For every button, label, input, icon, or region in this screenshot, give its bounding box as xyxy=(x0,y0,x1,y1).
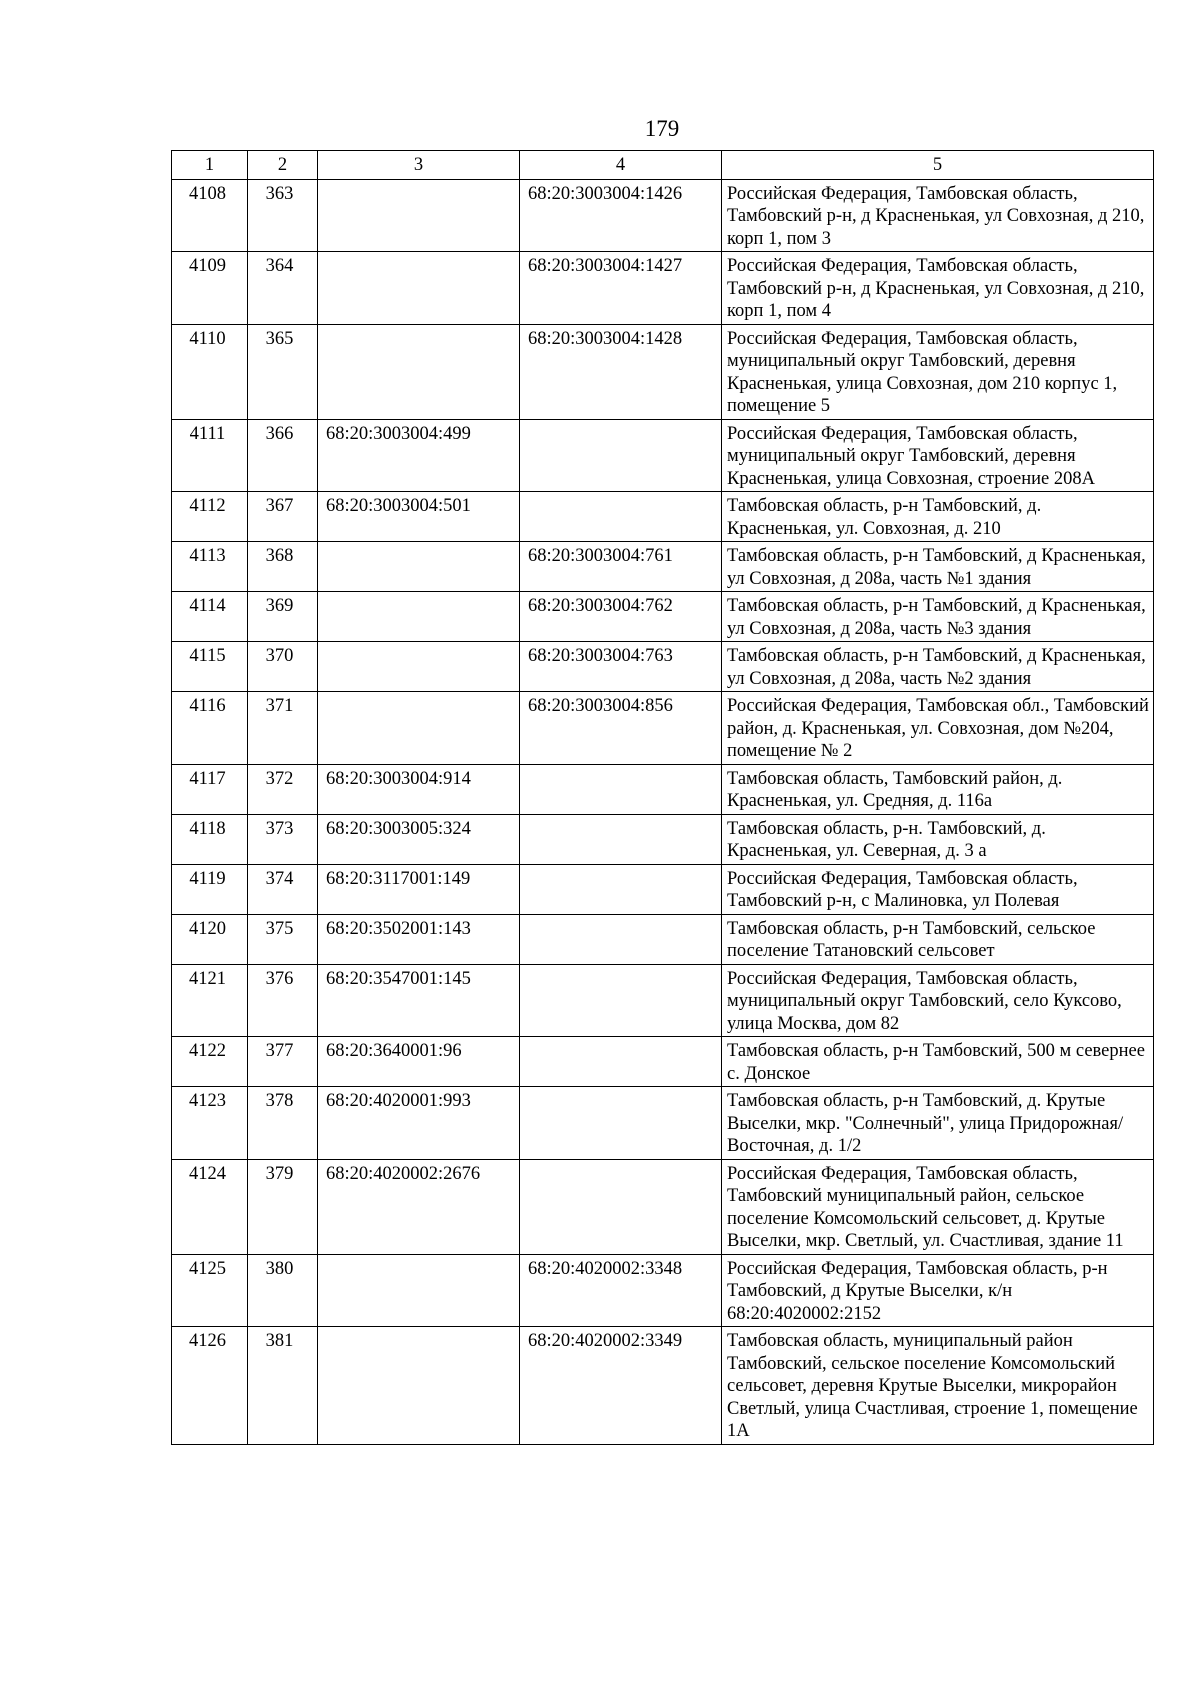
object-cadastral-number-cell: 68:20:3003004:1427 xyxy=(520,252,722,325)
header-row xyxy=(172,151,1154,180)
item-number-cell: 369 xyxy=(248,592,318,642)
table-row xyxy=(172,252,1154,325)
address-cell: Российская Федерация, Тамбовская область, Тамбовский муниципальный район, сельское поселение Комсомольский сельсовет, д. Крутые Выселки, мкр. Светлый, ул. Счастливая, здание 11 xyxy=(722,1159,1154,1254)
item-number-cell: 364 xyxy=(248,252,318,325)
address-cell: Тамбовская область, р-н Тамбовский, сельское поселение Татановский сельсовет xyxy=(722,914,1154,964)
item-number-cell: 368 xyxy=(248,542,318,592)
address-cell: Российская Федерация, Тамбовская область, муниципальный округ Тамбовский, село Куксово, улица Москва, дом 82 xyxy=(722,964,1154,1037)
item-number-cell: 380 xyxy=(248,1254,318,1327)
row-number-cell: 4118 xyxy=(172,814,248,864)
object-cadastral-number-cell xyxy=(520,492,722,542)
row-number-cell: 4123 xyxy=(172,1087,248,1160)
item-number-cell: 375 xyxy=(248,914,318,964)
land-cadastral-number-cell xyxy=(318,542,520,592)
table-row xyxy=(172,692,1154,765)
table-row xyxy=(172,914,1154,964)
object-cadastral-number-cell xyxy=(520,914,722,964)
object-cadastral-number-cell xyxy=(520,1037,722,1087)
row-number-cell: 4111 xyxy=(172,419,248,492)
row-number-cell: 4122 xyxy=(172,1037,248,1087)
table-row xyxy=(172,492,1154,542)
address-cell: Российская Федерация, Тамбовская область, муниципальный округ Тамбовский, деревня Красненькая, улица Совхозная, дом 210 корпус 1, помещение 5 xyxy=(722,324,1154,419)
land-cadastral-number-cell: 68:20:3502001:143 xyxy=(318,914,520,964)
row-number-cell: 4119 xyxy=(172,864,248,914)
column-header-4: 4 xyxy=(520,151,722,180)
table-row xyxy=(172,1037,1154,1087)
address-cell: Тамбовская область, р-н Тамбовский, д. Красненькая, ул. Совхозная, д. 210 xyxy=(722,492,1154,542)
table-row xyxy=(172,324,1154,419)
row-number-cell: 4121 xyxy=(172,964,248,1037)
table-row xyxy=(172,1087,1154,1160)
address-cell: Тамбовская область, р-н Тамбовский, д. Крутые Выселки, мкр. "Солнечный", улица Придорожная/Восточная, д. 1/2 xyxy=(722,1087,1154,1160)
address-cell: Российская Федерация, Тамбовская область, р-н Тамбовский, д Крутые Выселки, к/н 68:20:4020002:2152 xyxy=(722,1254,1154,1327)
row-number-cell: 4126 xyxy=(172,1327,248,1445)
item-number-cell: 381 xyxy=(248,1327,318,1445)
item-number-cell: 367 xyxy=(248,492,318,542)
row-number-cell: 4117 xyxy=(172,764,248,814)
object-cadastral-number-cell xyxy=(520,964,722,1037)
land-cadastral-number-cell xyxy=(318,324,520,419)
object-cadastral-number-cell: 68:20:3003004:763 xyxy=(520,642,722,692)
table-row xyxy=(172,592,1154,642)
address-cell: Российская Федерация, Тамбовская область, Тамбовский р-н, с Малиновка, ул Полевая xyxy=(722,864,1154,914)
address-cell: Российская Федерация, Тамбовская область, Тамбовский р-н, д Красненькая, ул Совхозная, д 210, корп 1, пом 3 xyxy=(722,179,1154,252)
land-cadastral-number-cell xyxy=(318,179,520,252)
land-cadastral-number-cell: 68:20:3640001:96 xyxy=(318,1037,520,1087)
table-row xyxy=(172,1254,1154,1327)
address-cell: Тамбовская область, р-н Тамбовский, д Красненькая, ул Совхозная, д 208а, часть №2 здания xyxy=(722,642,1154,692)
item-number-cell: 373 xyxy=(248,814,318,864)
page-number: 179 xyxy=(644,116,680,141)
row-number-cell: 4115 xyxy=(172,642,248,692)
object-cadastral-number-cell: 68:20:3003004:1428 xyxy=(520,324,722,419)
row-number-cell: 4108 xyxy=(172,179,248,252)
table-row xyxy=(172,764,1154,814)
object-cadastral-number-cell: 68:20:3003004:762 xyxy=(520,592,722,642)
land-cadastral-number-cell xyxy=(318,1327,520,1445)
address-cell: Российская Федерация, Тамбовская обл., Тамбовский район, д. Красненькая, ул. Совхозная, дом №204, помещение № 2 xyxy=(722,692,1154,765)
table-row xyxy=(172,542,1154,592)
land-cadastral-number-cell: 68:20:3003004:499 xyxy=(318,419,520,492)
land-cadastral-number-cell: 68:20:3003004:501 xyxy=(318,492,520,542)
address-cell: Тамбовская область, р-н Тамбовский, 500 м севернее с. Донское xyxy=(722,1037,1154,1087)
column-header-5: 5 xyxy=(722,151,1154,180)
address-cell: Тамбовская область, Тамбовский район, д. Красненькая, ул. Средняя, д. 116а xyxy=(722,764,1154,814)
column-header-2: 2 xyxy=(248,151,318,180)
item-number-cell: 377 xyxy=(248,1037,318,1087)
item-number-cell: 378 xyxy=(248,1087,318,1160)
object-cadastral-number-cell: 68:20:3003004:761 xyxy=(520,542,722,592)
object-cadastral-number-cell: 68:20:3003004:856 xyxy=(520,692,722,765)
address-cell: Российская Федерация, Тамбовская область, муниципальный округ Тамбовский, деревня Красненькая, улица Совхозная, строение 208А xyxy=(722,419,1154,492)
object-cadastral-number-cell xyxy=(520,764,722,814)
column-header-3: 3 xyxy=(318,151,520,180)
object-cadastral-number-cell: 68:20:3003004:1426 xyxy=(520,179,722,252)
table-header xyxy=(172,151,1154,180)
row-number-cell: 4113 xyxy=(172,542,248,592)
table-row xyxy=(172,419,1154,492)
item-number-cell: 374 xyxy=(248,864,318,914)
address-cell: Тамбовская область, р-н Тамбовский, д Красненькая, ул Совхозная, д 208а, часть №3 здания xyxy=(722,592,1154,642)
row-number-cell: 4112 xyxy=(172,492,248,542)
item-number-cell: 372 xyxy=(248,764,318,814)
land-cadastral-number-cell: 68:20:3003005:324 xyxy=(318,814,520,864)
land-cadastral-number-cell: 68:20:4020001:993 xyxy=(318,1087,520,1160)
table-row xyxy=(172,1159,1154,1254)
land-cadastral-number-cell: 68:20:3003004:914 xyxy=(318,764,520,814)
land-cadastral-number-cell xyxy=(318,252,520,325)
table-body xyxy=(172,179,1154,1444)
land-cadastral-number-cell xyxy=(318,692,520,765)
row-number-cell: 4124 xyxy=(172,1159,248,1254)
row-number-cell: 4125 xyxy=(172,1254,248,1327)
item-number-cell: 363 xyxy=(248,179,318,252)
object-cadastral-number-cell xyxy=(520,1087,722,1160)
table-row xyxy=(172,964,1154,1037)
object-cadastral-number-cell: 68:20:4020002:3349 xyxy=(520,1327,722,1445)
object-cadastral-number-cell xyxy=(520,419,722,492)
address-cell: Российская Федерация, Тамбовская область, Тамбовский р-н, д Красненькая, ул Совхозная, д 210, корп 1, пом 4 xyxy=(722,252,1154,325)
table-row xyxy=(172,814,1154,864)
object-cadastral-number-cell: 68:20:4020002:3348 xyxy=(520,1254,722,1327)
item-number-cell: 376 xyxy=(248,964,318,1037)
land-cadastral-number-cell xyxy=(318,1254,520,1327)
registry-table xyxy=(171,150,1154,1445)
land-cadastral-number-cell: 68:20:3547001:145 xyxy=(318,964,520,1037)
item-number-cell: 379 xyxy=(248,1159,318,1254)
row-number-cell: 4116 xyxy=(172,692,248,765)
land-cadastral-number-cell: 68:20:4020002:2676 xyxy=(318,1159,520,1254)
table-row xyxy=(172,1327,1154,1445)
object-cadastral-number-cell xyxy=(520,864,722,914)
land-cadastral-number-cell xyxy=(318,642,520,692)
row-number-cell: 4110 xyxy=(172,324,248,419)
row-number-cell: 4114 xyxy=(172,592,248,642)
land-cadastral-number-cell: 68:20:3117001:149 xyxy=(318,864,520,914)
column-header-1: 1 xyxy=(172,151,248,180)
table-row xyxy=(172,179,1154,252)
object-cadastral-number-cell xyxy=(520,1159,722,1254)
address-cell: Тамбовская область, р-н. Тамбовский, д. Красненькая, ул. Северная, д. 3 а xyxy=(722,814,1154,864)
land-cadastral-number-cell xyxy=(318,592,520,642)
table-row xyxy=(172,642,1154,692)
row-number-cell: 4120 xyxy=(172,914,248,964)
address-cell: Тамбовская область, муниципальный район Тамбовский, сельское поселение Комсомольский сельсовет, деревня Крутые Выселки, микрорайон Светлый, улица Счастливая, строение 1, помещение 1А xyxy=(722,1327,1154,1445)
item-number-cell: 371 xyxy=(248,692,318,765)
row-number-cell: 4109 xyxy=(172,252,248,325)
object-cadastral-number-cell xyxy=(520,814,722,864)
table-row xyxy=(172,864,1154,914)
item-number-cell: 365 xyxy=(248,324,318,419)
item-number-cell: 370 xyxy=(248,642,318,692)
address-cell: Тамбовская область, р-н Тамбовский, д Красненькая, ул Совхозная, д 208а, часть №1 здания xyxy=(722,542,1154,592)
item-number-cell: 366 xyxy=(248,419,318,492)
